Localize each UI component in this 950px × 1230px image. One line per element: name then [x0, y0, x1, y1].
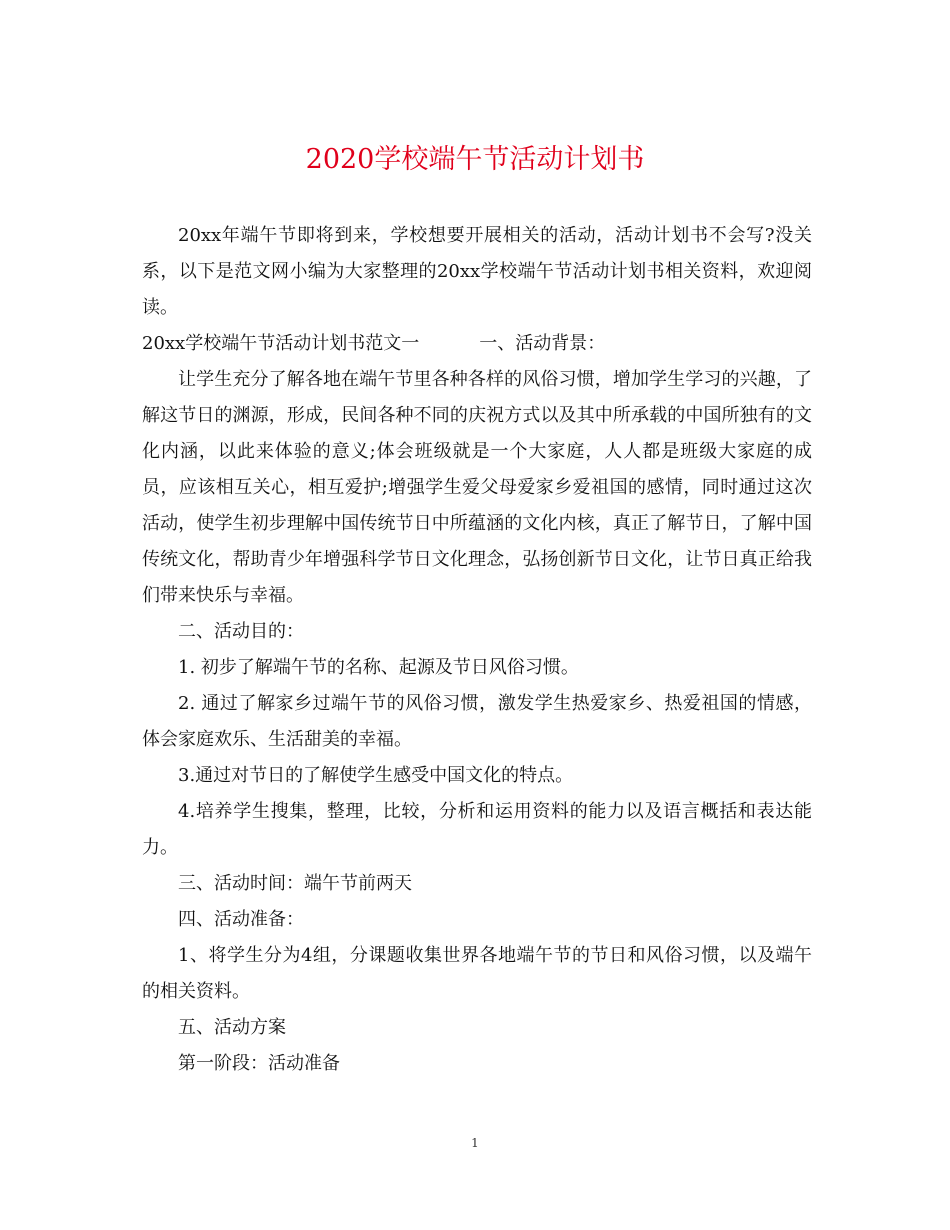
- page-number: 1: [471, 1136, 479, 1150]
- intro-paragraph: 20xx年端午节即将到来，学校想要开展相关的活动，活动计划书不会写?没关系，以下是范文网小编为大家整理的20xx学校端午节活动计划书相关资料，欢迎阅读。: [142, 225, 812, 318]
- purpose-item: 3.通过对节日的了解使学生感受中国文化的特点。: [178, 765, 574, 786]
- section-heading: [142, 326, 812, 362]
- purpose-item: 2. 通过了解家乡过端午节的风俗习惯，激发学生热爱家乡、热爱祖国的情感，体会家庭欢乐、生活甜美的幸福。: [142, 693, 812, 750]
- purpose-heading: 二、活动目的：: [178, 621, 304, 642]
- stage-one-heading: 第一阶段：活动准备: [178, 1053, 340, 1074]
- time-heading: 三、活动时间：端午节前两天: [178, 873, 412, 894]
- document-body: [142, 218, 812, 1082]
- section-heading-right: 一、活动背景：: [479, 333, 606, 354]
- plan-heading: 五、活动方案: [178, 1017, 286, 1038]
- purpose-item: 1. 初步了解端午节的名称、起源及节日风俗习惯。: [178, 657, 579, 678]
- document-title: 2020学校端午节活动计划书: [305, 144, 645, 175]
- prep-heading: 四、活动准备：: [178, 909, 304, 930]
- section-heading-left: 20xx学校端午节活动计划书范文一: [142, 333, 420, 354]
- prep-item: 1、将学生分为4组，分课题收集世界各地端午节的节日和风俗习惯，以及端午的相关资料。: [142, 945, 812, 1002]
- purpose-item: 4.培养学生搜集，整理，比较，分析和运用资料的能力以及语言概括和表达能力。: [142, 801, 812, 858]
- background-paragraph: 让学生充分了解各地在端午节里各种各样的风俗习惯，增加学生学习的兴趣，了解这节日的渊源，形成，民间各种不同的庆祝方式以及其中所承载的中国所独有的文化内涵，以此来体验的意义;体会班级就是一个大家庭，人人都是班级大家庭的成员，应该相互关心，相互爱护;增强学生爱父母爱家乡爱祖国的感情，同时通过这次活动，使学生初步理解中国传统节日中所蕴涵的文化内核，真正了解节日，了解中国传统文化，帮助青少年增强科学节日文化理念，弘扬创新节日文化，让节日真正给我们带来快乐与幸福。: [142, 369, 812, 606]
